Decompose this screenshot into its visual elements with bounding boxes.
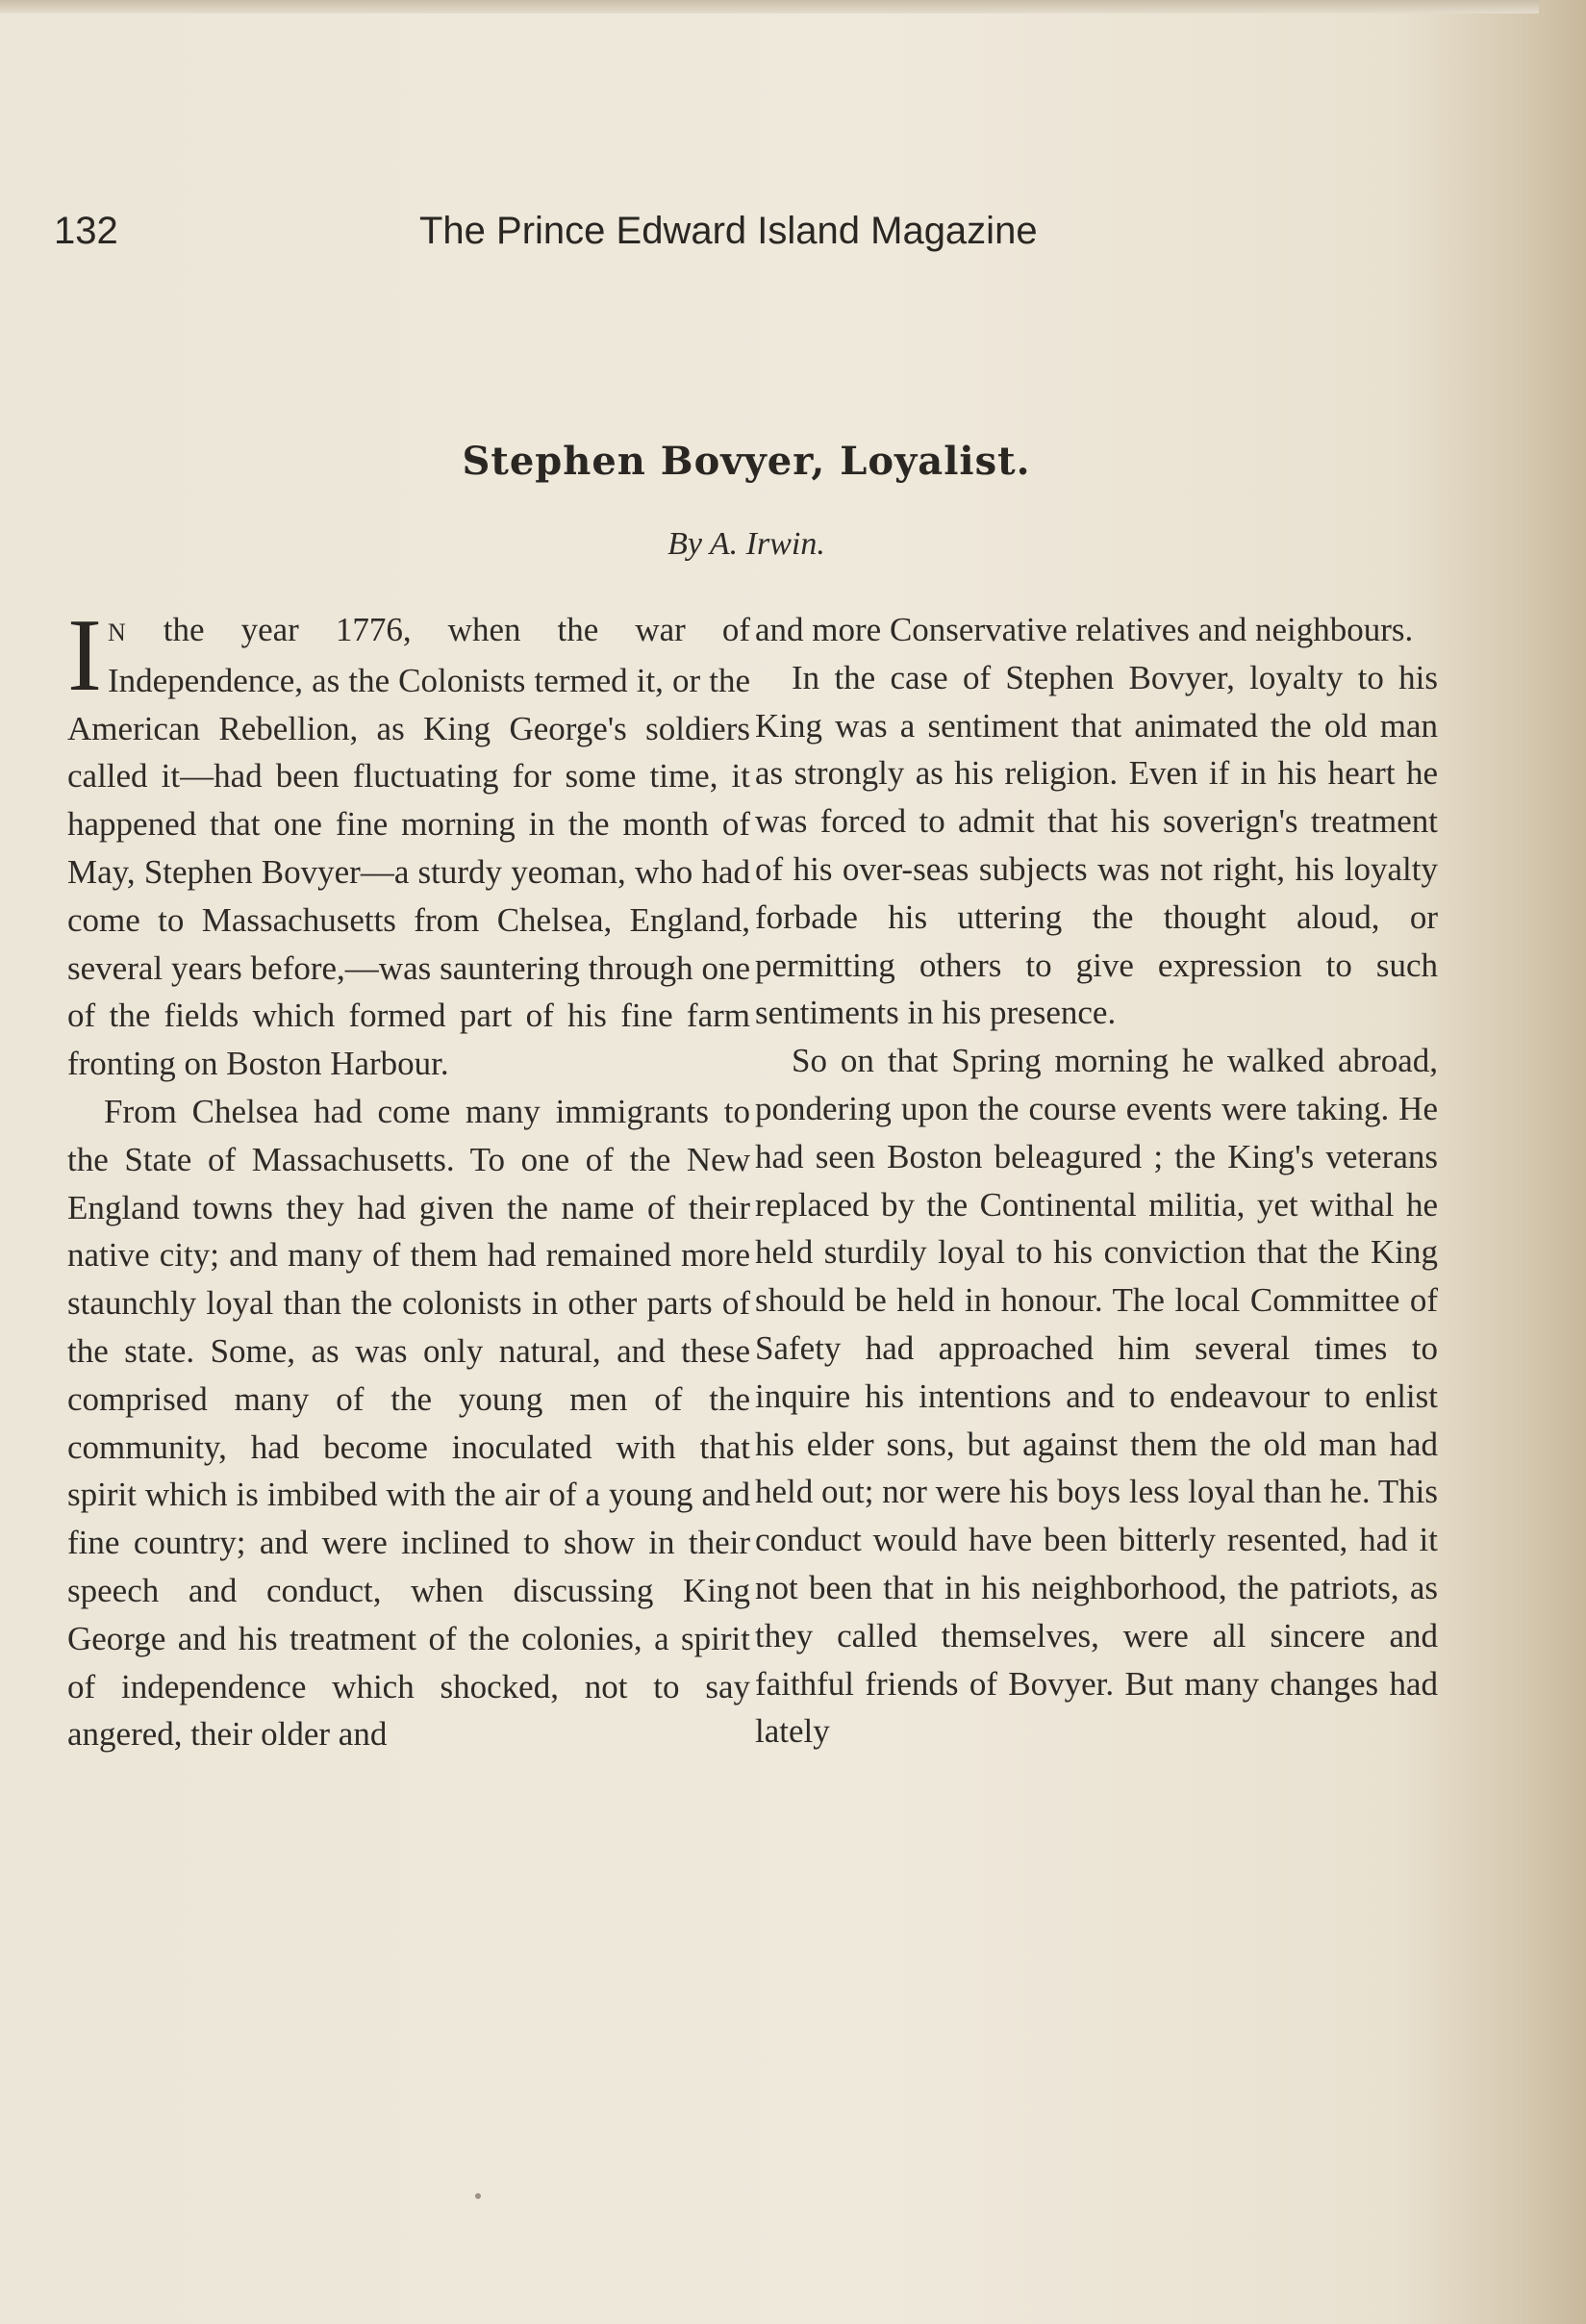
paragraph: So on that Spring morning he walked abroad, pondering upon the course events were taking. He had seen Boston beleagured ; the King's veterans replaced by the Continental militia, yet withal he held sturdily loyal to his conviction that the King should be held in honour. The local Committee of Safety had approached him several times to inquire his intentions and to endeavour to enlist his elder sons, but against them the old man had held out; nor were his boys less loyal than he. This conduct would have been bitterly resented, had it not been that in his neighborhood, the patriots, as they called themselves, were all sincere and faithful friends of Bovyer. But many changes had lately [755, 1042, 1438, 1751]
first-word-rest: N [107, 619, 127, 646]
right-column [755, 606, 1438, 1756]
paragraph: In the case of Stephen Bovyer, loyalty to his King was a sentiment that animated the old man as strongly as his religion. Even if in his heart he was forced to admit that his soverign's treatment of his over-seas subjects was not right, his loyalty forbade his uttering the thought aloud, or permitting others to give expression to such sentiments in his presence. [755, 658, 1438, 1032]
article-byline: By A. Irwin. [667, 526, 825, 562]
paragraph [67, 598, 750, 1088]
page-number: 132 [54, 210, 118, 252]
paragraph: From Chelsea had come many immigrants to the State of Massachusetts. To one of the New England towns they had given the name of their native city; and many of them had remained more staunchly loyal than the colonists in other parts of the state. Some, as was only natural, and these comprised many of the young men of the community, had become inoculated with that spirit which is imbibed with the air of a young and fine country; and were inclined to show in their speech and conduct, when discussing King George and his treatment of the colonies, a spirit of independence which shocked, not to say angered, their older and [67, 1092, 750, 1754]
paragraph: and more Conservative relatives and neighbours. [755, 611, 1414, 648]
left-column [67, 598, 750, 1758]
article-title: Stephen Bovyer, Loyalist. [462, 439, 1031, 484]
drop-cap: I [67, 598, 102, 713]
paper-speck [475, 2193, 481, 2199]
running-head: The Prince Edward Island Magazine [419, 210, 1038, 252]
page-top-edge [0, 0, 1539, 13]
paragraph-text: the year 1776, when the war of Independence, as the Colonists termed it, or the American Rebellion, as King George's soldiers called it—had been fluctuating for some time, it happened that one fine morning in the month of May, Stephen Bovyer—a sturdy yeoman, who had come to Massachusetts from Chelsea, England, several years before,—was sauntering through one of the fields which formed part of his fine farm fronting on Boston Harbour. [67, 611, 750, 1083]
page-header [54, 202, 1131, 260]
